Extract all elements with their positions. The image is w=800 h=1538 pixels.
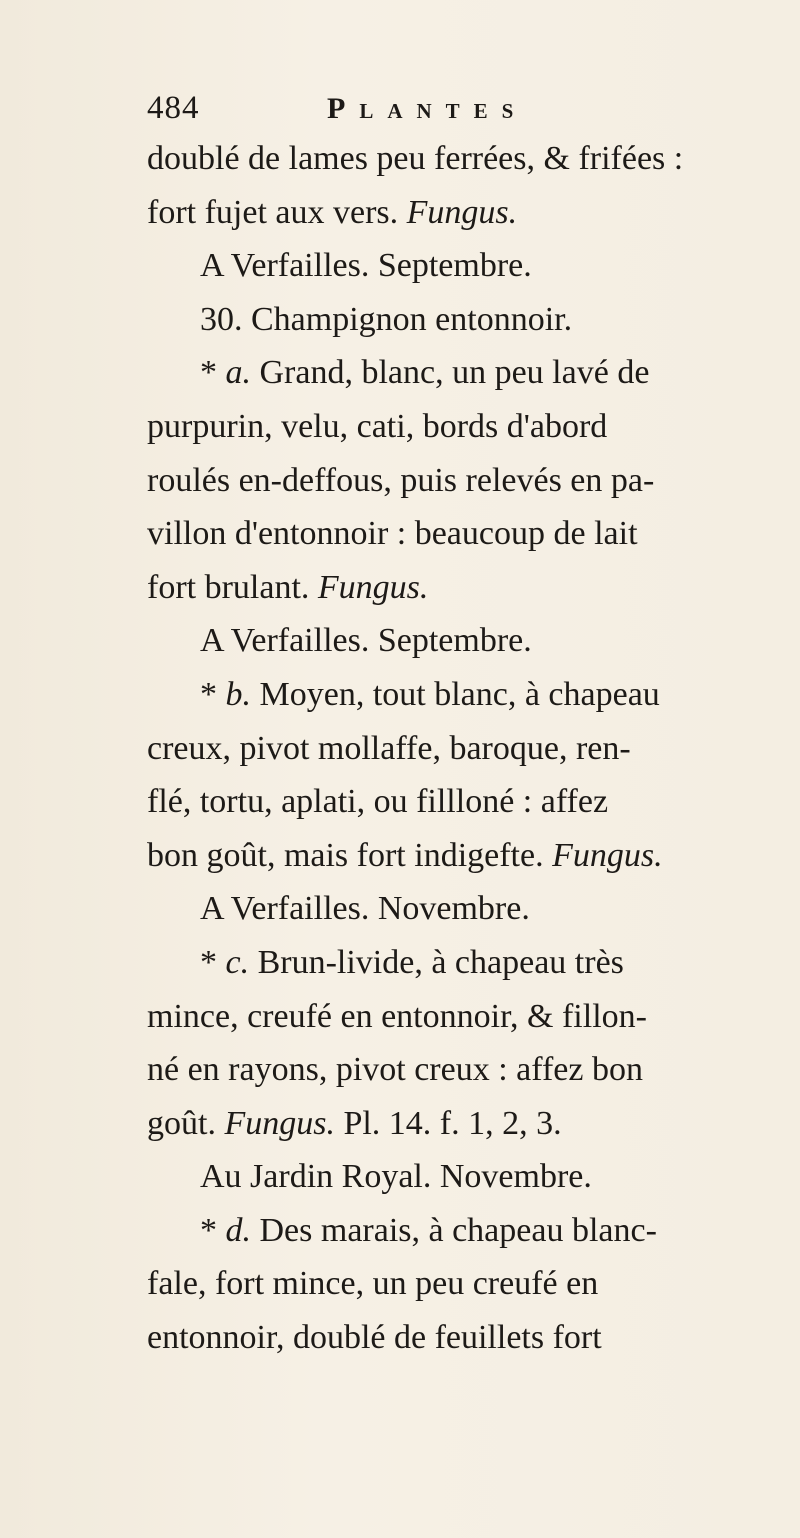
line-text: villon d'entonnoir : beaucoup de lait [147,515,638,553]
text-line [147,614,787,668]
line-text: * [200,1211,226,1249]
text-line [147,1204,787,1258]
line-text: A Verfailles. Novembre. [200,890,530,928]
text-line [147,775,787,829]
text-line [147,1150,787,1204]
page-header [147,86,767,126]
italic-text: Fungus. [406,193,518,231]
line-text: Au Jardin Royal. Novembre. [200,1158,592,1196]
line-text: fort brulant. [147,568,318,606]
line-text: Grand, blanc, un peu lavé de [251,354,650,392]
line-text: Pl. 14. f. 1, 2, 3. [334,1104,562,1142]
text-line [147,186,787,240]
line-text: mince, creufé en entonnoir, & fillon- [147,997,647,1035]
text-line [147,239,787,293]
line-text: * [200,675,226,713]
line-text: Brun-livide, à chapeau très [249,943,624,981]
text-line [147,1311,787,1365]
text-line [147,1257,787,1311]
italic-text: c. [225,943,250,981]
text-line [147,936,787,990]
text-line [147,668,787,722]
text-line [147,293,787,347]
text-line [147,400,787,454]
line-text: creux, pivot mollaffe, baroque, ren- [147,729,631,767]
italic-text: Fungus. [224,1104,335,1142]
line-text: doublé de lames peu ferrées, & frifées : [147,140,684,177]
page-number: 484 [147,90,200,126]
italic-text: Fungus. [317,568,429,606]
line-text: fort fujet aux vers. [147,193,407,231]
italic-text: a. [225,354,251,392]
body-text [147,132,787,1365]
line-text: 30. Champignon entonnoir. [200,300,573,338]
line-text: Moyen, tout blanc, à chapeau [251,675,660,713]
text-line [147,454,787,508]
line-text: Des marais, à chapeau blanc- [251,1211,657,1249]
text-line [147,882,787,936]
italic-text: d. [225,1211,251,1249]
line-text: flé, tortu, aplati, ou fillloné : affez [147,783,609,821]
line-text: entonnoir, doublé de feuillets fort [147,1319,602,1357]
text-line [147,561,787,615]
line-text: goût. [147,1104,225,1142]
text-line [147,1043,787,1097]
text-line [147,990,787,1044]
text-line [147,346,787,400]
text-line [147,1097,787,1151]
line-text: * [200,354,226,392]
text-line [147,829,787,883]
line-text: roulés en-deffous, puis relevés en pa- [147,461,655,499]
line-text: bon goût, mais fort indigefte. [147,836,553,874]
italic-text: Fungus. [552,836,663,874]
text-line [147,132,787,186]
italic-text: b. [225,675,251,713]
running-title: Plantes [327,92,528,125]
line-text: fale, fort mince, un peu creufé en [147,1265,599,1303]
text-line [147,507,787,561]
line-text: purpurin, velu, cati, bords d'abord [147,407,608,445]
line-text: né en rayons, pivot creux : affez bon [147,1051,643,1089]
text-line [147,722,787,776]
line-text: * [200,943,226,981]
line-text: A Verfailles. Septembre. [200,622,532,660]
line-text: A Verfailles. Septembre. [200,247,532,285]
